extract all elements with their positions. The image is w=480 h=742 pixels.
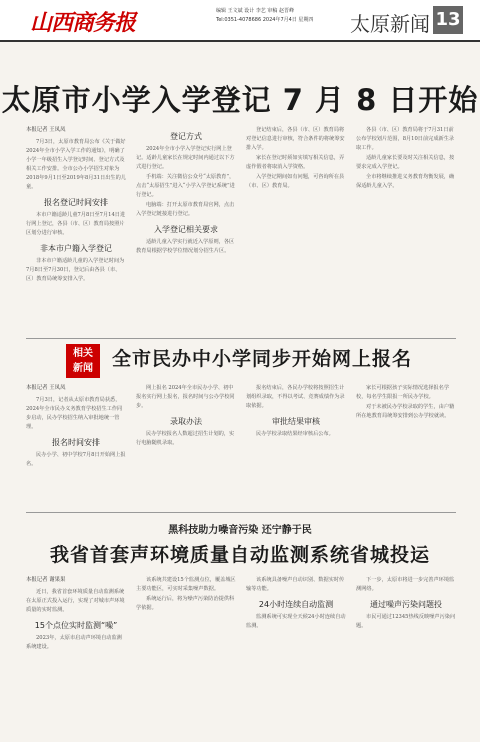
article1-headline: 太原市小学入学登记 7 月 8 日开始 (1, 83, 479, 117)
editors-line: 编辑 王文斌 设计 李艺 审稿 赵晋峰 (216, 8, 294, 14)
paragraph: 对于未被民办学校录取的学生，由户籍所在地教育局统筹安排到公办学校就读。 (356, 404, 455, 419)
article1-byline: 本报记者 王凤凤 (26, 127, 66, 133)
subheading: 报名登记时间安排 (44, 198, 108, 207)
divider (26, 512, 456, 513)
paragraph: 该系统共建设15个监测点位，覆盖城区主要功能区，可实时采集噪声数据。 (136, 577, 236, 592)
paragraph: 近日，我省首套环境质量自动监测系统在太原正式投入运行，实现了对城市声环境质量的实时监测。 (26, 589, 125, 613)
subheading: 通过噪声污染问题投 (370, 600, 442, 609)
subheading: 非本市户籍入学登记 (40, 244, 112, 253)
article3-byline: 本报记者 谢果果 (26, 577, 66, 583)
subheading: 报名时间安排 (52, 438, 100, 447)
subheading: 入学登记相关要求 (154, 225, 218, 234)
paragraph: 2023年，太原市启动声环境自动监测系统建设。 (26, 635, 122, 650)
article3-col4 (356, 576, 456, 736)
badge-line: 新闻 (73, 363, 93, 374)
paragraph: 系统运行后，将为噪声污染防治提供科学依据。 (136, 596, 235, 611)
subheading: 审批结果审核 (272, 417, 320, 426)
paragraph: 手机端：关注微信公众号“太原教育”，点击“太原招生”进入“小学入学登记系统”进行登记。 (136, 174, 235, 198)
article2-col3 (246, 384, 346, 508)
paragraph: 家长在登记时须如实填写相关信息，弄虚作假者将取消入学资格。 (246, 155, 345, 170)
newspaper-logo: 山西商务报 (30, 10, 136, 36)
section-title: 太原新闻 (350, 12, 430, 36)
paragraph: 适龄儿童入学实行就近入学原则，各区教育局根据学校学位情况划分招生片区。 (136, 239, 235, 254)
article3-kicker: 黑科技助力噪音污染 还宁静于民 (168, 525, 312, 536)
subheading: 登记方式 (170, 132, 202, 141)
article1-col3 (246, 126, 346, 336)
article1-col2 (136, 126, 236, 336)
paragraph: 全市将继续推进义务教育均衡发展，确保适龄儿童入学。 (356, 174, 455, 189)
paragraph: 非本市户籍适龄儿童的入学登记时间为7月8日至7月30日，登记后由各县（市、区）教育局统筹安排入学。 (26, 258, 125, 282)
article3-col2 (136, 576, 236, 736)
paragraph: 电脑端：打开太原市教育局官网，点击入学登记链接进行登记。 (136, 202, 235, 217)
article3-col1 (26, 576, 126, 736)
subheading: 24小时连续自动监测 (258, 600, 334, 609)
paragraph: 登记结束后，各县（市、区）教育局将对登记信息进行审核，符合条件的将统筹安排入学。 (246, 127, 345, 151)
related-news-badge (66, 344, 100, 378)
paragraph: 入学登记期间如有问题，可咨询所在县（市、区）教育局。 (246, 174, 345, 189)
paragraph: 家长可根据孩子实际情况选择报名学校，每名学生限报一所民办学校。 (356, 385, 450, 400)
divider (26, 338, 456, 339)
paragraph: 适龄儿童家长要及时关注相关信息，按要求完成入学登记。 (356, 155, 455, 170)
paragraph: 报名结束后，各民办学校将按照招生计划组织录取，不得以考试、竞赛成绩作为录取依据。 (246, 385, 345, 409)
paragraph: 下一步，太原市将进一步完善声环境监测网络。 (356, 577, 455, 592)
badge-line: 相关 (73, 348, 93, 359)
subheading: 录取办法 (170, 417, 202, 426)
article1-col4 (356, 126, 456, 336)
paragraph: 本市户籍适龄儿童7月8日至7月14日进行网上登记，各县（市、区）教育局按照片区划分进行审核。 (26, 212, 126, 236)
date-line: Tel:0351-4078686 2024年7月4日 星期四 (216, 17, 314, 23)
paragraph: 民办学校录取结果经审核后公布。 (256, 431, 334, 437)
article1-col1 (26, 126, 126, 336)
paragraph: 7月3日，记者从太原市教育局获悉，2024年全市民办义务教育学校招生工作同步启动，民办学校招生纳入审批地统一管理。 (26, 397, 123, 430)
paragraph: 监测系统可实现全天候24小时连续自动监测。 (246, 614, 346, 629)
article2-col1 (26, 384, 126, 508)
paragraph: 2024年全市小学入学登记实行网上登记。适龄儿童家长在规定时间内通过以下方式进行登记。 (136, 146, 235, 170)
subheading: 15个点位实时监测“噪” (34, 621, 118, 630)
article3-headline: 我省首套声环境质量自动监测系统省城投运 (49, 544, 430, 566)
paragraph: 该系统具备噪声自动识别、数据实时传输等功能。 (246, 577, 345, 592)
paragraph: 民办学校报名人数超过招生计划的，实行电脑随机录取。 (136, 431, 235, 446)
article2-headline: 全市民办中小学同步开始网上报名 (112, 348, 413, 370)
page-header (0, 0, 480, 42)
paragraph: 民办小学、初中学校7月8日开始网上报名。 (26, 452, 126, 467)
article2-col4 (356, 384, 456, 508)
editors-info (216, 7, 313, 25)
article3-col3 (246, 576, 346, 736)
paragraph: 7月3日，太原市教育局公布《关于做好2024年全市小学入学工作的通知》，明确了小学一年级招生入学登记时间、登记方式及相关工作安排。全市公办小学招生对象为2018年9月1日至2019年8月31日出生的儿童。 (26, 139, 126, 190)
article2-col2 (136, 384, 236, 508)
paragraph: 各县（市、区）教育局将于7月31日前公布学校划片范围，8月10日前完成新生录取工作。 (356, 127, 455, 151)
paragraph: 市民可通过12345热线反映噪声污染问题。 (356, 614, 456, 629)
page-number: 13 (433, 6, 463, 34)
paragraph: 网上报名 2024年全市民办小学、初中报名实行网上报名，报名时间与公办学校同步。 (136, 385, 235, 409)
article2-byline: 本报记者 王凤凤 (26, 385, 66, 391)
